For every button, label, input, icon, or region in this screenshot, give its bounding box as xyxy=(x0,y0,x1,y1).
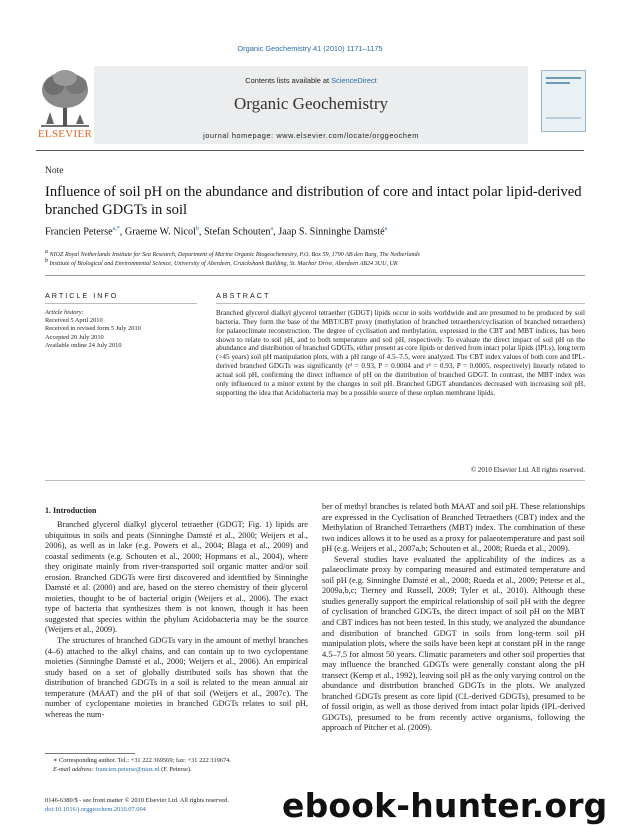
author-separator: , xyxy=(273,226,279,238)
contents-prefix: Contents lists available at xyxy=(245,76,332,85)
journal-reference[interactable]: Organic Geochemistry 41 (2010) 1171–1175 xyxy=(237,44,383,53)
intro-paragraph: Several studies have evaluated the applicability of the indices as a palaeoclimate proxy by comparing measured and estimated temperature and soil pH (e.g. Sinninghe Damsté et al., 2008; Rueda et al., 2009; Peterse et al., 2009a,b,c; Tierney and Russell, 2009; Tyler et al., 2010). Although these studies generally support the empirical relationship of soil pH with the degree of cyclisation of branched GDGTs, the direct impact of soil pH on the MBT and CBT indices has not been tested. In this study, we analyzed the abundance and distribution of branched GDGT in soils from long-term soil pH manipulation plots, where the soils have been kept at constant pH in the range 4.5–7.5 for almost 50 years. Climatic parameters and other soil properties that may influence the branched GDGTs were generally constant along the pH transect (Kemp et al., 1992), leaving soil pH as the only varying control on the abundance and distribution branched GDGTs in the plots. We analyzed branched GDGTs present as core lipid (CL-derived GDGTs), presumed to be of fossil origin, as well as those derived from intact polar lipids (IPL-derived GDGTs), presumed to be from recently active organisms, following the approach of Pitcher et al. (2009). xyxy=(322,554,585,733)
intro-paragraph: Branched glycerol dialkyl glycerol tetraether (GDGT; Fig. 1) lipids are ubiquitous in soils and peats (Sinninghe Damsté et al., 2000; Weijers et al., 2006), as well as in lake (e.g. Powers et al., 2004; Blaga et al., 2009) and coastal sediments (e.g. Schouten et al., 2000; Hopmans et al., 2004), where they originate mainly from river-transported soil organic matter and/or soil erosion. Branched GDGTs were first discovered and identified by Sinninghe Damsté et al. (2000) and are, based on the stereo chemistry of their glycerol moieties, thought to be of bacterial origin (Weijers et al., 2006). The exact type of bacteria that synthesizes them is not known, though it has been suggested that species within the phylum Acidobacteria may be the source (Weijers et al., 2009). xyxy=(45,520,308,635)
affiliation-a xyxy=(45,249,420,258)
history-revised: Received in revised form 5 July 2010 xyxy=(45,325,141,333)
author-separator: , xyxy=(119,226,125,238)
article-history xyxy=(45,309,197,350)
author-name: Stefan Schouten xyxy=(203,226,271,238)
introduction-heading: 1. Introduction xyxy=(45,506,97,515)
issn-line: 0146-6380/$ - see front matter © 2010 Elsevier Ltd. All rights reserved. xyxy=(45,797,229,804)
journal-title: Organic Geochemistry xyxy=(233,94,389,113)
issn-block xyxy=(45,797,308,814)
sciencedirect-link[interactable]: ScienceDirect xyxy=(331,76,377,85)
header-rule xyxy=(36,150,584,151)
author-affiliation-mark[interactable]: a xyxy=(384,226,388,232)
watermark: ebook-hunter.org xyxy=(282,786,608,825)
author-affiliation-mark[interactable]: b xyxy=(195,226,199,232)
contents-line xyxy=(94,76,528,85)
body-column-right xyxy=(322,502,585,734)
email-link[interactable]: francien.peterse@nioz.nl xyxy=(95,766,160,773)
abstract-bottom-rule xyxy=(45,480,585,481)
abstract-copyright: © 2010 Elsevier Ltd. All rights reserved. xyxy=(470,466,585,474)
corresponding-author: ∗ Corresponding author. Tel.: +31 222 369569; fax: +31 222 319674. xyxy=(53,757,232,764)
abstract-text: Branched glycerol dialkyl glycerol tetraether (GDGT) lipids occur in soils worldwide and are presumed to be produced by soil bacteria. They form the base of the MBT/CBT proxy (methylation of branched tetraethers/cyclisation of branched tetraethers) for palaeoclimate reconstruction. The degree of cyclisation and methylation, expressed in the CBT and MBT indices, has been shown to relate to soil pH, and to both temperature and soil pH, respectively. To evaluate the direct impact of soil pH on the abundance and distribution of branched GDGTs, either present as core lipids or derived from intact polar lipids (IPLs), long term (>45 years) soil pH manipulation plots, with a pH range of 4.5–7.5, were analyzed. The CBT index values of both core and IPL-derived branched GDGTs was significantly (r² = 0.93, P = 0.0004 and r² = 0.93, P = 0.0005, respectively) linearly related to actual soil pH, confirming the direct influence of pH on the distribution of branched GDGT. In contrast, the MBT index was only influenced to a minor extent by the changes in soil pH. Branched GDGT abundances decreased with increasing soil pH, supporting the idea that Acidobacteria may be a possible source of these orphan membrane lipids. xyxy=(216,309,585,397)
section-rule xyxy=(45,275,585,276)
article-type: Note xyxy=(45,166,64,176)
body-column-left xyxy=(45,520,308,720)
email-label: E-mail address: xyxy=(53,766,96,773)
author-name: Francien Peterse xyxy=(45,226,113,238)
author-name: Jaap S. Sinninghe Damsté xyxy=(278,226,385,238)
author-list xyxy=(45,226,387,237)
intro-paragraph: ber of methyl branches is related both MAAT and soil pH. These relationships are expressed in the Cyclisation of Branched Tetraethers (CBT) index and the Methylation of Branched Tetraethers (MBT) index. The combination of these two indices allows it to be used as a proxy for palaeotemperature and past soil pH (e.g. Weijers et al., 2007a,b; Schouten et al., 2008; Rueda et al., 2009). xyxy=(322,502,585,554)
author-affiliation-mark[interactable]: a xyxy=(270,226,274,232)
elsevier-tree-icon xyxy=(36,66,94,130)
footnote-rule xyxy=(45,753,135,754)
affiliation-mark: b xyxy=(45,258,48,264)
affiliation-mark: a xyxy=(45,249,48,255)
abstract-heading: ABSTRACT xyxy=(216,291,271,300)
article-info-rule xyxy=(45,303,197,304)
history-online: Available online 24 July 2010 xyxy=(45,341,122,349)
affiliation-text: NIOZ Royal Netherlands Institute for Sea Research, Department of Marine Organic Biogeochemistry, P.O. Box 59, 1790 AB den Burg, The Netherlands xyxy=(49,252,420,259)
journal-cover-thumbnail xyxy=(541,70,586,132)
author-affiliation-mark[interactable]: a,* xyxy=(112,226,120,232)
elsevier-logo xyxy=(36,66,94,144)
intro-paragraph: The structures of branched GDGTs vary in the amount of methyl branches (4–6) attached to the alkyl chains, and can contain up to two cyclopentane moieties (Sinninghe Damsté et al., 2000; Weijers et al., 2006). An empirical study based on a set of globally distributed soils has shown that the distribution of branched GDGTs in a soil is related to the mean annual air temperature (MAAT) and the pH of that soil (Weijers et al., 2007c). The number of cyclopentane moieties in branched GDGTs relates to soil pH, whereas the num- xyxy=(45,636,308,719)
affiliation-b xyxy=(45,258,398,267)
journal-homepage[interactable]: journal homepage: www.elsevier.com/locate/orggeochem xyxy=(203,131,419,140)
corresponding-author-footnote xyxy=(53,756,308,774)
affiliation-text: Institute of Biological and Environmental Science, University of Aberdeen, Cruickshank Building, St. Machar Drive, Aberdeen AB24 3UU, UK xyxy=(49,261,398,268)
author-name: Graeme W. Nicol xyxy=(124,226,196,238)
publisher-name: ELSEVIER xyxy=(37,128,93,140)
history-label: Article history: xyxy=(45,309,84,316)
article-title: Influence of soil pH on the abundance and distribution of core and intact polar lipid-derived branched GDGTs in soil xyxy=(45,184,582,218)
doi-link[interactable]: doi:10.1016/j.orggeochem.2010.07.004 xyxy=(45,805,146,813)
history-received: Received 5 April 2010 xyxy=(45,317,103,325)
history-accepted: Accepted 20 July 2010 xyxy=(45,333,104,341)
abstract-rule xyxy=(216,303,585,304)
author-separator: , xyxy=(198,226,204,238)
email-suffix: (F. Peterse). xyxy=(159,766,192,773)
article-info-heading: ARTICLE INFO xyxy=(45,291,119,300)
